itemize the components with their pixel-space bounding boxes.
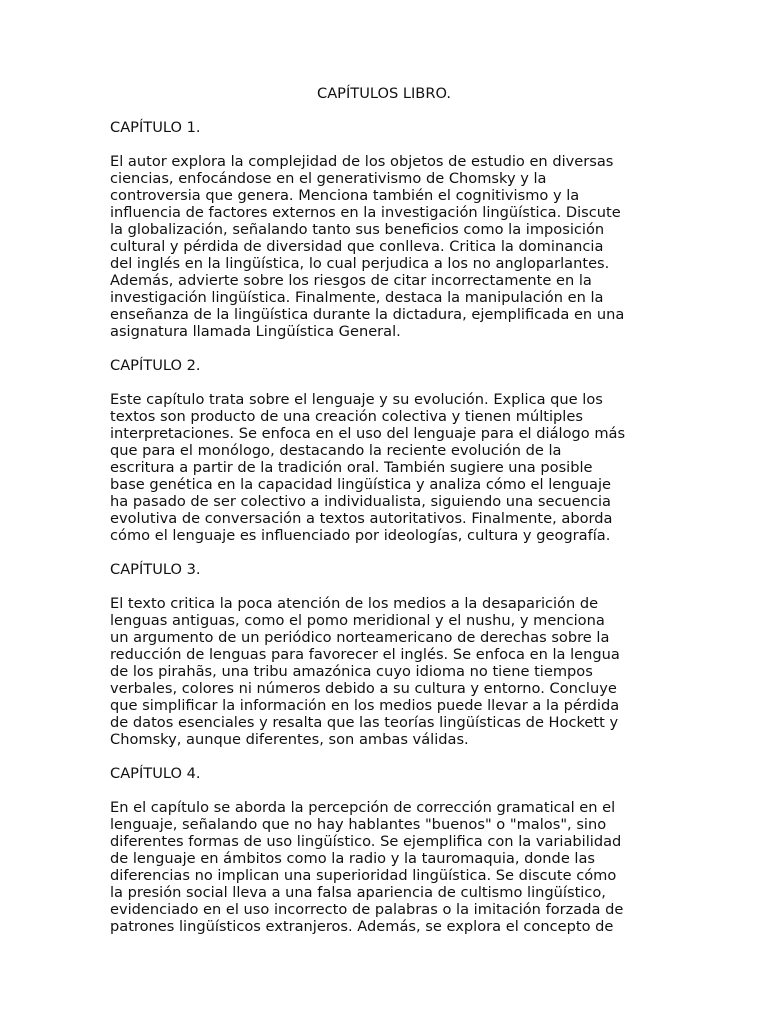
chapter-paragraph: [110, 391, 662, 544]
chapter-1: [110, 119, 662, 340]
document-body: [110, 119, 662, 952]
text-line: El texto critica la poca atención de los medios a la desaparición de: [110, 595, 599, 612]
text-line: influencia de factores externos en la investigación lingüística. Discute: [110, 204, 621, 221]
text-line: base genética en la capacidad lingüística y analiza cómo el lenguaje: [110, 476, 611, 493]
text-line: enseñanza de la lingüística durante la dictadura, ejemplificada en una: [110, 306, 625, 323]
text-line: la presión social lleva a una falsa apariencia de cultismo lingüístico,: [110, 884, 606, 901]
chapter-4: [110, 765, 662, 935]
text-line: Este capítulo trata sobre el lenguaje y su evolución. Explica que los: [110, 391, 603, 408]
text-line: verbales, colores ni números debido a su cultura y entorno. Concluye: [110, 680, 617, 697]
text-line: Además, advierte sobre los riesgos de citar incorrectamente en la: [110, 272, 592, 289]
chapter-heading: CAPÍTULO 2.: [110, 357, 201, 374]
text-line: ha pasado de ser colectivo a individualista, siguiendo una secuencia: [110, 493, 611, 510]
text-line: controversia que genera. Menciona también el cognitivismo y la: [110, 187, 580, 204]
text-line: la globalización, señalando tanto sus beneficios como la imposición: [110, 221, 605, 238]
text-line: de datos esenciales y resalta que las teorías lingüísticas de Hockett y: [110, 714, 619, 731]
chapter-heading: CAPÍTULO 1.: [110, 119, 201, 136]
text-line: que para el monólogo, destacando la reciente evolución de la: [110, 442, 562, 459]
chapter-paragraph: [110, 153, 662, 340]
text-line: En el capítulo se aborda la percepción de corrección gramatical en el: [110, 799, 616, 816]
text-line: lenguaje, señalando que no hay hablantes "buenos" o "malos", sino: [110, 816, 607, 833]
text-line: cultural y pérdida de diversidad que conlleva. Critica la dominancia: [110, 238, 604, 255]
text-line: Chomsky, aunque diferentes, son ambas válidas.: [110, 731, 469, 748]
text-line: del inglés en la lingüística, lo cual perjudica a los no angloparlantes.: [110, 255, 610, 272]
text-line: de lenguaje en ámbitos como la radio y la tauromaquia, donde las: [110, 850, 596, 867]
text-line: evolutiva de conversación a textos autoritativos. Finalmente, aborda: [110, 510, 613, 527]
text-line: evidenciado en el uso incorrecto de palabras o la imitación forzada de: [110, 901, 624, 918]
text-line: cómo el lenguaje es influenciado por ideologías, cultura y geografía.: [110, 527, 611, 544]
text-line: diferencias no implican una superioridad lingüística. Se discute cómo: [110, 867, 617, 884]
chapter-3: [110, 561, 662, 748]
chapter-heading: CAPÍTULO 4.: [110, 765, 201, 782]
text-line: asignatura llamada Lingüística General.: [110, 323, 401, 340]
chapter-2: [110, 357, 662, 544]
text-line: que simplificar la información en los medios puede llevar a la pérdida: [110, 697, 620, 714]
chapter-paragraph: [110, 799, 662, 935]
text-line: de los pirahãs, una tribu amazónica cuyo idioma no tiene tiempos: [110, 663, 593, 680]
text-line: interpretaciones. Se enfoca en el uso del lenguaje para el diálogo más: [110, 425, 626, 442]
chapter-heading: CAPÍTULO 3.: [110, 561, 201, 578]
text-line: lenguas antiguas, como el pomo meridional y el nushu, y menciona: [110, 612, 605, 629]
text-line: investigación lingüística. Finalmente, destaca la manipulación en la: [110, 289, 604, 306]
text-line: patrones lingüísticos extranjeros. Además, se explora el concepto de: [110, 918, 614, 935]
text-line: diferentes formas de uso lingüístico. Se ejemplifica con la variabilidad: [110, 833, 622, 850]
text-line: ciencias, enfocándose en el generativismo de Chomsky y la: [110, 170, 547, 187]
text-line: El autor explora la complejidad de los objetos de estudio en diversas: [110, 153, 614, 170]
chapter-paragraph: [110, 595, 662, 748]
text-line: un argumento de un periódico norteamericano de derechas sobre la: [110, 629, 610, 646]
document-title: CAPÍTULOS LIBRO.: [317, 85, 451, 102]
text-line: escritura a partir de la tradición oral. También sugiere una posible: [110, 459, 593, 476]
text-line: textos son producto de una creación colectiva y tienen múltiples: [110, 408, 583, 425]
text-line: reducción de lenguas para favorecer el inglés. Se enfoca en la lengua: [110, 646, 620, 663]
